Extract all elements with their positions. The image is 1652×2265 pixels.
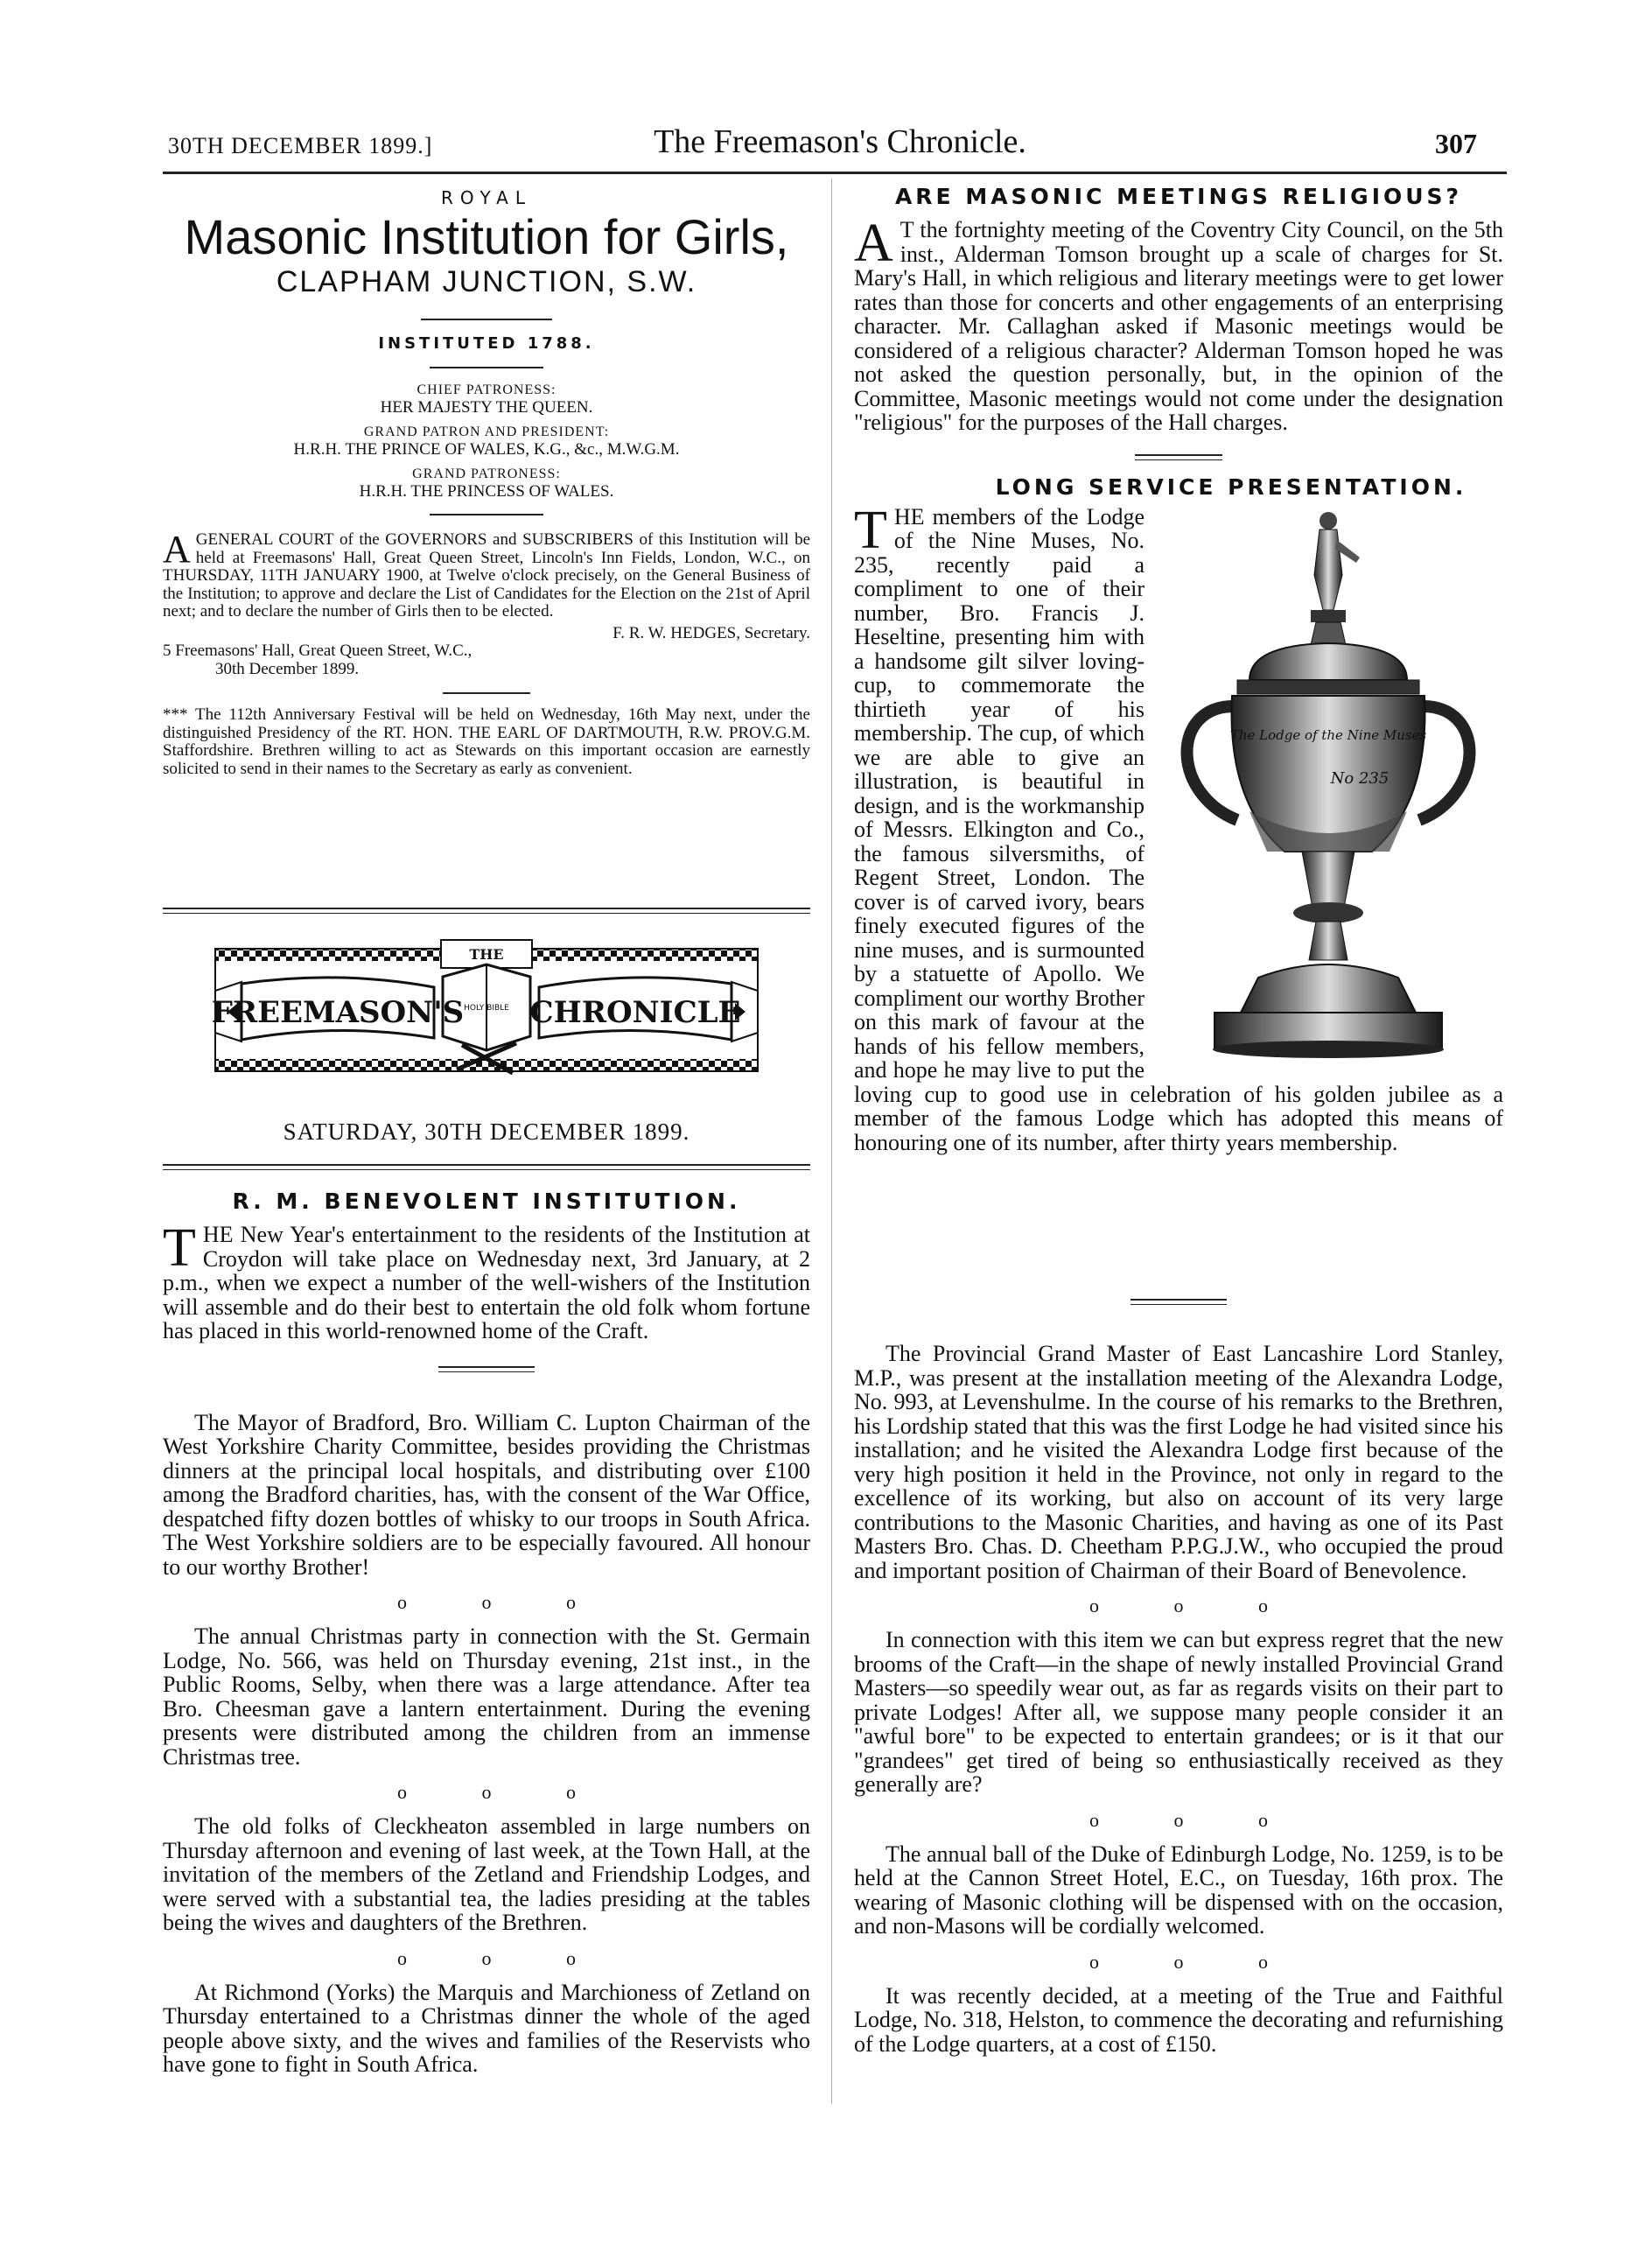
masthead-word-right: CHRONICLE <box>529 995 741 1030</box>
loving-cup-image <box>1153 505 1503 1065</box>
religious-text: T the fortnighty meeting of the Coventry City Council, on the 5th inst., Alderman Tomson brought up a scale of charges for St. Mary's Hall, in which religious and literary meetings were to get lower rates than those for concerts and other engagements of an enterprising character. Mr. Callaghan asked if Masonic meetings would be considered of a religious character? Alderman Tomson hoped he was not asked the question personally, but, in the opinion of the Committee, Masonic meetings would not come under the designation "religious" for the purposes of the Hall charges. <box>854 217 1503 435</box>
separator: o o o <box>397 1781 611 1803</box>
apollo-statuette <box>1311 512 1360 622</box>
separator: o o o <box>397 1591 611 1613</box>
right-paragraph: The Provincial Grand Master of East Lancashire Lord Stanley, M.P., was present at the installation meeting of the Alexandra Lodge, No. 993, at Levenshulme. In the course of his remarks to the Brethren, his Lordship stated that this was the first Lodge he had visited since his installation; and he visited the Alexandra Lodge first because of the very high position it held in the Province, not only in regard to the excellence of its working, but also on account of its very large contributions to the Masonic Charities, and having as one of its Past Masters Bro. Chas. D. Cheetham P.P.G.J.W., who occupied the proud and important position of Chairman of their Board of Benevolence. <box>854 1341 1503 1583</box>
benevolent-heading: R. M. BENEVOLENT INSTITUTION. <box>232 1189 741 1214</box>
left-articles <box>163 1189 810 2077</box>
left-column <box>163 175 810 778</box>
separator: o o o <box>397 1946 611 1969</box>
left-paragraph: The Mayor of Bradford, Bro. William C. Lupton Chairman of the West Yorkshire Charity Committee, besides providing the Christmas dinners at the principal local hospitals, and distributing over £100 among the Bradford charities, has, with the consent of the War Office, despatched fifty dozen bottles of whisky to our troops in South Africa. The West Yorkshire soldiers are to be especially favoured. All honour to our worthy Brother! <box>163 1409 810 1580</box>
cup-handle-left <box>1186 706 1237 820</box>
masthead-banner <box>206 938 766 1087</box>
column-divider <box>831 179 832 2104</box>
ad-notice <box>163 528 810 621</box>
masthead-date: SATURDAY, 30TH DECEMBER 1899. <box>283 1118 690 1145</box>
presentation-text: HE members of the Lodge of the Nine Muses, No. 235, recently paid a compliment to one of their number, Bro. Francis J. Heseltine, presenting him with a handsome gilt silver loving-cup, to commemorate the thirtieth year of his membership. The cup, of which we are able to give an illustration, is beautiful in design, and is the workmanship of Messrs. Elkington and Co., the famous silversmiths, of Regent Street, London. The cover is of carved ivory, bears finely executed figures of the nine muses, and is surmounted by a statuette of Apollo. We compliment our worthy Brother on this mark of favour at the hands of his fellow members, and hope he may live to put the loving cup to good use in celebration of his golden jubilee as a member of the famous Lodge which has adopted this means of honouring one of its number, after thirty years membership. <box>854 503 1503 1155</box>
ad-grand-patroness: H.R.H. THE PRINCESS OF WALES. <box>359 482 614 501</box>
ad-patron: H.R.H. THE PRINCE OF WALES, K.G., &c., M.W.G.M. <box>293 440 680 459</box>
cup-base <box>1241 964 1416 1013</box>
section-break <box>1135 454 1222 460</box>
ad-address: 5 Freemasons' Hall, Great Queen Street, W.C., <box>163 642 472 660</box>
ad-instituted: INSTITUTED 1788. <box>378 334 595 353</box>
religious-article <box>854 214 1503 435</box>
ad-notice-initial: A <box>163 528 191 571</box>
masthead-bottom-rule <box>163 1164 810 1170</box>
section-break <box>1130 1299 1227 1305</box>
ad-notice-text: GENERAL COURT of the GOVERNORS and SUBSCRIBERS of this Institution will be held at Freemasons' Hall, Great Queen Street, Lincoln's Inn Fields, London, W.C., on THURSDAY, 11TH JANUARY 1900, at Twelve o'clock precisely, on the General Business of the Institution; to approve and declare the List of Candidates for the Election on the 21st of April next; and to declare the number of Girls then to be elected. <box>163 530 810 621</box>
presentation-heading: LONG SERVICE PRESENTATION. <box>995 473 1467 500</box>
ad-royal: ROYAL <box>440 187 533 208</box>
ad-institution: Masonic Institution for Girls, <box>184 209 789 264</box>
ad-address-date: 30th December 1899. <box>215 659 360 678</box>
ad-short-rule <box>421 319 552 320</box>
masthead-book-text: HOLY BIBLE <box>464 1004 509 1013</box>
ad-patroness: HER MAJESTY THE QUEEN. <box>380 398 593 417</box>
benevolent-article <box>163 1218 810 1343</box>
right-paragraph: The annual ball of the Duke of Edinburgh Lodge, No. 1259, is to be held at the Cannon Street Hotel, E.C., on Tuesday, 16th prox. The wearing of Masonic clothing will be dispensed with on the occasion, and non-Masons will be cordially welcomed. <box>854 1841 1503 1939</box>
religious-initial: A <box>854 214 893 273</box>
masthead-word-top: THE <box>469 946 504 963</box>
cup-handle-right <box>1419 706 1470 820</box>
loving-cup-illustration <box>1153 505 1503 1065</box>
ad-festival-note: *** The 112th Anniversary Festival will be held on Wednesday, 16th May next, under the distinguished Presidency of the RT. HON. THE EARL OF DARTMOUTH, R.W. PROV.G.M. Staffordshire. Brethren willing to act as Stewards on this important occasion are earnestly solicited to send in their names to the Secretary as early as convenient. <box>163 705 810 778</box>
cup-inscription-2: No 235 <box>1330 768 1390 788</box>
right-paragraph: In connection with this item we can but express regret that the new brooms of the Craft—in the shape of newly installed Provincial Grand Masters—so speedily wear out, as far as regards visits on their part to private Lodges! After all, we suppose many people consider it an "awful bore" to be expected to entertain grandees; or is it that our "grandees" get tired of being so enthusiastically received as they generally are? <box>854 1627 1503 1797</box>
ad-short-rule <box>443 692 530 694</box>
benevolent-initial: T <box>163 1218 196 1278</box>
presentation-article <box>854 500 1503 1155</box>
cup-inscription-1: The Lodge of the Nine Muses <box>1229 726 1427 743</box>
left-paragraph: The annual Christmas party in connection with the St. Germain Lodge, No. 566, was held on Thursday evening, 21st inst., in the Public Rooms, Selby, when there was a large attendance. After tea Bro. Cheesman gave a lantern entertainment. During the evening presents were distributed among the children from an immense Christmas tree. <box>163 1623 810 1770</box>
benevolent-text: HE New Year's entertainment to the residents of the Institution at Croydon will take place on Wednesday next, 3rd January, at 2 p.m., when we expect a number of the well-wishers of the Institution will assemble and do their best to entertain the old folk whom fortune has placed in this world-renowned home of the Craft. <box>163 1222 810 1343</box>
header-date: 30TH DECEMBER 1899.] <box>168 133 433 158</box>
left-paragraph: The old folks of Cleckheaton assembled in large numbers on Thursday afternoon and evening of last week, at the Town Hall, at the invitation of the members of the Zetland and Friendship Lodges, and were served with a substantial tea, the ladies presiding at the tables being the wives and daughters of the Brethren. <box>163 1813 810 1935</box>
left-paragraph: At Richmond (Yorks) the Marquis and Marchioness of Zetland on Thursday entertained to a Christmas dinner the whole of the aged people above sixty, and the wives and families of the Reservists who have gone to fight in South Africa. <box>163 1979 810 2077</box>
ad-patroness-label: CHIEF PATRONESS: <box>416 382 556 397</box>
ad-short-rule <box>430 367 543 368</box>
right-column <box>854 184 1503 1154</box>
page-number: 307 <box>1435 128 1477 159</box>
ad-grand-patroness-label: GRAND PATRONESS: <box>412 466 561 481</box>
separator: o o o <box>1089 1950 1303 1973</box>
masthead-word-left: FREEMASON'S <box>211 995 465 1030</box>
carved-ivory-cover <box>1250 643 1407 680</box>
separator: o o o <box>1089 1808 1303 1831</box>
ad-signature: F. R. W. HEDGES, Secretary. <box>612 623 810 642</box>
ad-short-rule <box>430 514 543 515</box>
right-paragraph: It was recently decided, at a meeting of the True and Faithful Lodge, No. 318, Helston, to commence the decorating and refurnishing of the Lodge quarters, at a cost of £150. <box>854 1982 1503 2057</box>
section-break <box>438 1366 535 1372</box>
ad-location: CLAPHAM JUNCTION, S.W. <box>276 265 697 298</box>
masthead-art <box>206 938 766 1087</box>
header-rule <box>163 172 1507 174</box>
advertisement <box>163 187 810 778</box>
separator: o o o <box>1089 1595 1303 1616</box>
header-title: The Freemason's Chronicle. <box>654 123 1026 160</box>
ad-patron-label: GRAND PATRON AND PRESIDENT: <box>363 424 610 439</box>
religious-heading: ARE MASONIC MEETINGS RELIGIOUS? <box>894 184 1463 209</box>
presentation-initial: T <box>854 500 887 560</box>
ad-bottom-rule <box>163 908 810 914</box>
right-lower-articles <box>854 1299 1503 2056</box>
